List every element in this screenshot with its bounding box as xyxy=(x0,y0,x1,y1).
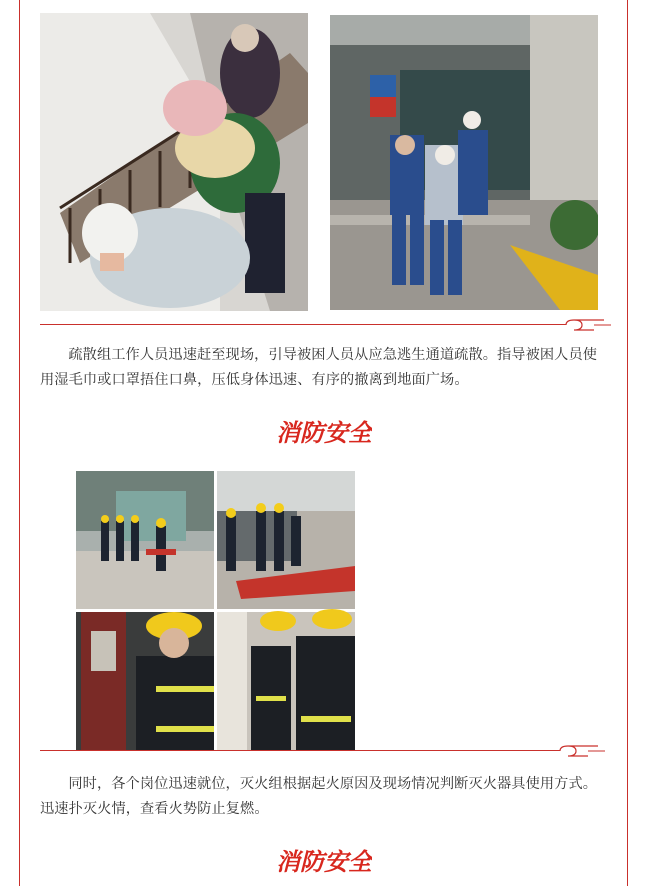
photo-stairwell-evacuation xyxy=(40,13,308,311)
fire-safety-logo xyxy=(276,840,372,880)
logo-text: 消防安全 xyxy=(276,418,372,447)
divider-ornament xyxy=(40,318,612,332)
photo-firefighter-collage xyxy=(76,471,355,750)
frame-border-right xyxy=(627,0,628,886)
paragraph-evacuation: 疏散组工作人员迅速赶至现场，引导被困人员从应急逃生通道疏散。指导被困人员使用湿毛巾或口罩捂住口鼻，压低身体迅速、有序的撤离到地面广场。 xyxy=(40,347,598,388)
frame-border-left xyxy=(19,0,20,886)
divider-ornament xyxy=(40,744,606,758)
fire-safety-logo xyxy=(276,411,372,451)
photo-building-exit xyxy=(330,15,598,310)
paragraph-fire-suppression: 同时，各个岗位迅速就位，灭火组根据起火原因及现场情况判断灭火器具使用方式。迅速扑灭火情，查看火势防止复燃。 xyxy=(40,776,598,817)
logo-text: 消防安全 xyxy=(276,847,372,876)
